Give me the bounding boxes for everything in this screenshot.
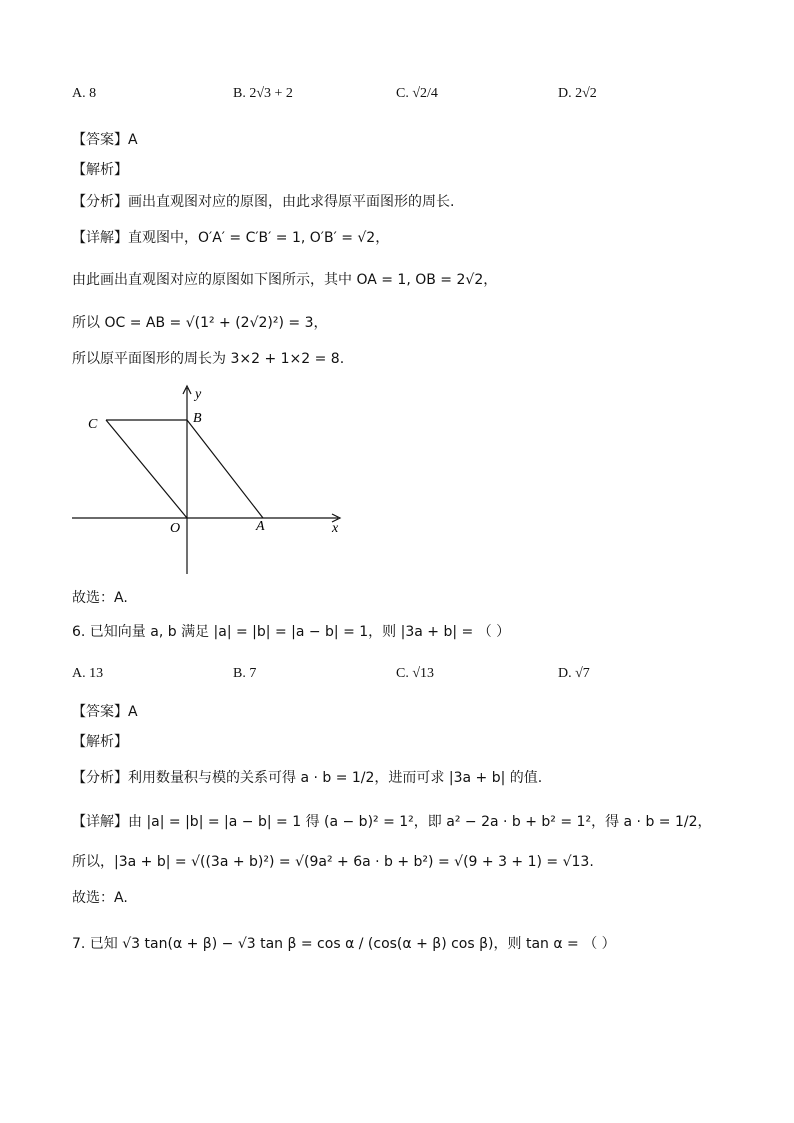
q5-conclusion: 故选：A. xyxy=(72,590,128,606)
q5-option-a xyxy=(72,84,96,104)
q6-option-d-letter: D. xyxy=(558,666,572,681)
q6-option-a xyxy=(72,664,103,684)
q5-option-d-letter: D. xyxy=(558,86,572,101)
label-c: C xyxy=(88,417,98,432)
q5-option-b xyxy=(233,84,293,104)
q5-option-c-letter: C. xyxy=(396,86,409,101)
q6-conclusion: 故选：A. xyxy=(72,890,128,906)
q5-detail-1: 【详解】直观图中，O′A′ = C′B′ = 1, O′B′ = √2， xyxy=(72,230,390,246)
q5-detail-2: 由此画出直观图对应的原图如下图所示，其中 OA = 1, OB = 2√2， xyxy=(72,272,498,288)
q5-option-b-letter: B. xyxy=(233,86,246,101)
q6-option-b xyxy=(233,664,256,684)
q6-stem: 6. 已知向量 a, b 满足 |a| = |b| = |a − b| = 1，则 |3a + b| = （ ） xyxy=(72,624,511,640)
q6-detail-1: 【详解】由 |a| = |b| = |a − b| = 1 得 (a − b)² = 1²，即 a² − 2a · b + b² = 1²，得 a · b = 1/2， xyxy=(72,814,712,830)
q5-option-d-value: 2√2 xyxy=(575,86,597,101)
q5-option-c-value: √2/4 xyxy=(412,86,438,101)
q6-option-d xyxy=(558,664,590,684)
q6-option-a-value: 13 xyxy=(89,666,104,681)
label-b: B xyxy=(193,411,202,426)
q6-analysis: 【分析】利用数量积与模的关系可得 a · b = 1/2，进而可求 |3a + b| 的值. xyxy=(72,770,543,786)
q5-analysis: 【分析】画出直观图对应的原图，由此求得原平面图形的周长. xyxy=(72,194,455,210)
segment-ba xyxy=(187,420,263,518)
q5-analysis-tag: 【解析】 xyxy=(72,162,128,178)
q5-detail-3: 所以 OC = AB = √(1² + (2√2)²) = 3， xyxy=(72,315,328,331)
q5-option-c xyxy=(396,84,438,104)
label-y: y xyxy=(195,387,202,402)
q6-option-c-value: √13 xyxy=(412,666,435,681)
q6-option-a-letter: A. xyxy=(72,666,86,681)
q6-option-b-letter: B. xyxy=(233,666,246,681)
label-x: x xyxy=(332,521,339,536)
q6-detail-2: 所以，|3a + b| = √((3a + b)²) = √(9a² + 6a · b + b²) = √(9 + 3 + 1) = √13. xyxy=(72,854,594,870)
q5-detail-4: 所以原平面图形的周长为 3×2 + 1×2 = 8. xyxy=(72,351,345,367)
q5-option-a-value: 8 xyxy=(89,86,97,101)
q6-option-d-value: √7 xyxy=(575,666,590,681)
q7-stem: 7. 已知 √3 tan(α + β) − √3 tan β = cos α / (cos(α + β) cos β)，则 tan α = （ ） xyxy=(72,936,616,952)
q6-answer: 【答案】A xyxy=(72,704,138,720)
q5-figure xyxy=(70,380,360,580)
q5-option-a-letter: A. xyxy=(72,86,86,101)
q5-answer: 【答案】A xyxy=(72,132,138,148)
label-a: A xyxy=(256,519,265,534)
q5-option-b-value: 2√3 + 2 xyxy=(249,86,293,101)
q6-option-c-letter: C. xyxy=(396,666,409,681)
q6-option-b-value: 7 xyxy=(249,666,257,681)
q6-option-c xyxy=(396,664,434,684)
q5-option-d xyxy=(558,84,597,104)
label-o: O xyxy=(170,521,181,536)
segment-co xyxy=(106,420,187,518)
q6-analysis-tag: 【解析】 xyxy=(72,734,128,750)
